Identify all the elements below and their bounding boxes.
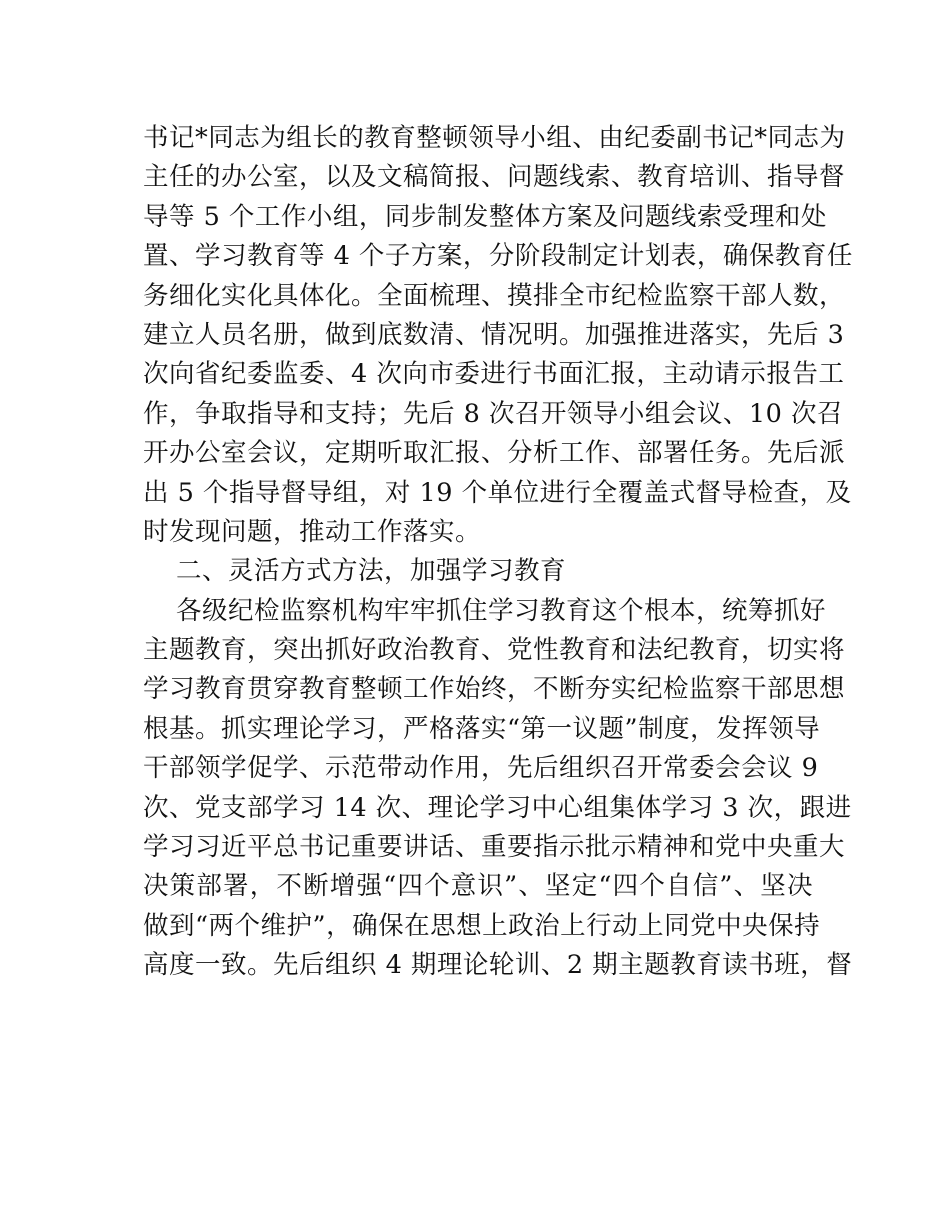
section-heading: 二、灵活方式方法，加强学习教育 <box>176 556 567 587</box>
text-line: 学习教育贯穿教育整顿工作始终，不断夯实纪检监察干部思想 <box>143 674 846 705</box>
document-body <box>143 119 853 986</box>
text-line: 做到“两个维护”，确保在思想上政治上行动上同党中央保持 <box>143 910 821 941</box>
text-line: 次、党支部学习 14 次、理论学习中心组集体学习 3 次，跟进 <box>143 792 852 823</box>
text-line: 建立人员名册，做到底数清、情况明。加强推进落实，先后 3 <box>143 319 845 350</box>
text-line: 次向省纪委监委、4 次向市委进行书面汇报，主动请示报告工 <box>143 359 845 390</box>
text-line: 开办公室会议，定期听取汇报、分析工作、部署任务。先后派 <box>143 438 846 469</box>
text-line: 时发现问题，推动工作落实。 <box>143 516 482 547</box>
text-line: 干部领学促学、示范带动作用，先后组织召开常委会会议 9 <box>143 753 819 784</box>
text-line: 导等 5 个工作小组，同步制发整体方案及问题线索受理和处 <box>143 201 827 232</box>
paragraph-organization <box>143 119 853 552</box>
text-line: 书记*同志为组长的教育整顿领导小组、由纪委副书记*同志为 <box>143 123 846 153</box>
text-line: 主题教育，突出抓好政治教育、党性教育和法纪教育，切实将 <box>143 635 846 666</box>
text-line: 置、学习教育等 4 个子方案，分阶段制定计划表，确保教育任 <box>143 241 853 272</box>
text-line: 务细化实化具体化。全面梳理、摸排全市纪检监察干部人数， <box>143 280 846 311</box>
text-line: 各级纪检监察机构牢牢抓住学习教育这个根本，统筹抓好 <box>176 595 827 626</box>
paragraph-study-education <box>143 592 853 986</box>
text-line: 作，争取指导和支持；先后 8 次召开领导小组会议、10 次召 <box>143 398 843 429</box>
text-line: 主任的办公室，以及文稿简报、问题线索、教育培训、指导督 <box>143 162 846 193</box>
text-line: 高度一致。先后组织 4 期理论轮训、2 期主题教育读书班，督 <box>143 950 853 981</box>
text-line: 出 5 个指导督导组，对 19 个单位进行全覆盖式督导检查，及 <box>143 477 852 508</box>
text-line: 学习习近平总书记重要讲话、重要指示批示精神和党中央重大 <box>143 832 846 863</box>
text-line: 决策部署，不断增强“四个意识”、坚定“四个自信”、坚决 <box>143 871 813 902</box>
text-line: 根基。抓实理论学习，严格落实“第一议题”制度，发挥领导 <box>143 713 821 744</box>
